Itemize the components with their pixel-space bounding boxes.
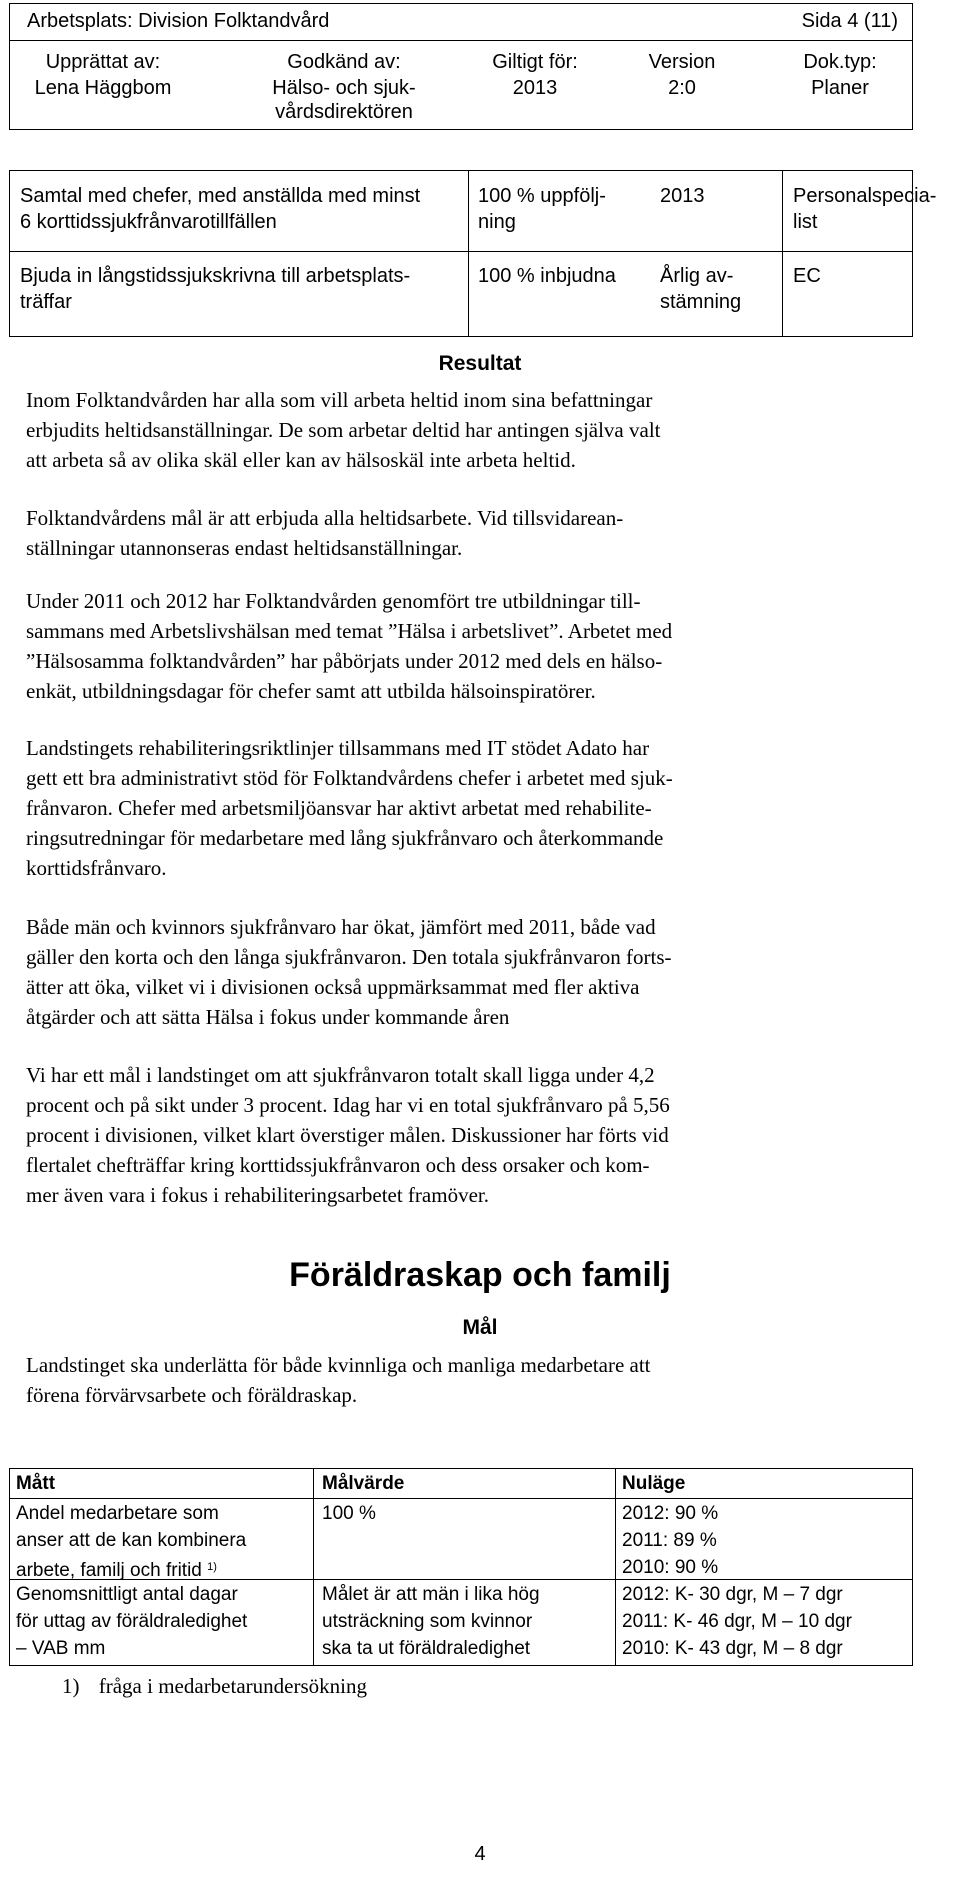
action-row-2-activity: Bjuda in långstidssjukskrivna till arbetsplats- träffar (20, 265, 411, 313)
action-row-2-measure: 100 % inbjudna (478, 265, 616, 287)
footnote-marker: 1) (62, 1674, 80, 1698)
header-col-approved: Godkänd av: Hälso- och sjuk- vårdsdirektören (272, 51, 416, 123)
result-heading: Resultat (438, 352, 522, 375)
paragraph-6: Vi har ett mål i landstinget om att sjukfrånvaron totalt skall ligga under 4,2 procent och på sikt under 3 procent. Idag har vi en total sjukfrånvaro på 5,56 procent i divisionen, vilket klart överstiger målen. Diskussioner har förts vid flertalet chefträffar kring korttidssjukfrånvaron och dess orsaker och kom- mer även vara i fokus i rehabiliteringsarbetet framöver. (26, 1063, 670, 1207)
measure-table-header-matt: Mått (16, 1473, 56, 1494)
footnote-ref: 1) (207, 1561, 217, 1573)
paragraph-5: Både män och kvinnors sjukfrånvaro har ökat, jämfört med 2011, både vad gäller den korta och den långa sjukfrånvaron. Den totala sjukfrånvaron forts- ätter att öka, vilket vi i divisionen också uppmärksammat med fler aktiva åtgärder och att sätta Hälsa i fokus under kommande åren (26, 915, 672, 1029)
workplace-label: Arbetsplats: Division Folktandvård (27, 10, 330, 32)
goal-heading: Mål (462, 1316, 498, 1339)
paragraph-1: Inom Folktandvården har alla som vill arbeta heltid inom sina befattningar erbjudits heltidsanställningar. De som arbetar deltid har antingen själva valt att arbeta så av olika skäl eller kan av hälsoskäl inte arbeta heltid. (26, 388, 661, 472)
action-row-1-measure: 100 % uppfölj- ning (478, 185, 606, 233)
measure-row-1-matt: Andel medarbetare som anser att de kan kombinera arbete, familj och fritid $^{1)}$ (16, 1503, 247, 1581)
action-row-1-activity: Samtal med chefer, med anställda med minst 6 korttidssjukfrånvarotillfällen (20, 185, 421, 233)
page-indicator: Sida 4 (11) (801, 10, 898, 32)
measure-row-2-malvarde: Målet är att män i lika hög utsträckning som kvinnor ska ta ut föräldraledighet (322, 1584, 540, 1659)
goal-text: Landstinget ska underlätta för både kvinnliga och manliga medarbetare att förena förvärvsarbete och föräldraskap. (26, 1353, 651, 1407)
measure-table-header-nulage: Nuläge (622, 1473, 686, 1494)
measure-row-1-nulage: 2012: 90 % 2011: 89 % 2010: 90 % (622, 1503, 719, 1578)
header-title-row (10, 4, 912, 41)
action-row-2-when: Årlig av- stämning (660, 265, 742, 313)
action-row-2-who: EC (793, 265, 821, 287)
measure-table (9, 1468, 913, 1666)
paragraph-2: Folktandvårdens mål är att erbjuda alla heltidsarbete. Vid tillsvidarean- ställningar utannonseras endast heltidsanställningar. (26, 506, 624, 560)
footnote (62, 1674, 367, 1699)
action-row-1-when: 2013 (660, 185, 705, 207)
measure-row-2-nulage: 2012: K- 30 dgr, M – 7 dgr 2011: K- 46 dgr, M – 10 dgr 2010: K- 43 dgr, M – 8 dgr (622, 1584, 852, 1659)
paragraph-3: Under 2011 och 2012 har Folktandvården genomfört tre utbildningar till- sammans med Arbetslivshälsan med temat ”Hälsa i arbetslivet”. Arbetet med ”Hälsosamma folktandvården” har påbörjats under 2012 med dels en hälso- enkät, utbildningsdagar för chefer samt att utbilda hälsoinspiratörer. (26, 589, 673, 703)
measure-row-1-malvarde: 100 % (322, 1503, 376, 1524)
document-header (9, 3, 913, 130)
actions-table (9, 170, 937, 337)
action-row-1-who: Personalspecia- list (793, 185, 937, 233)
footnote-text: fråga i medarbetarundersökning (98, 1674, 367, 1698)
header-col-version: Version 2:0 (648, 51, 716, 99)
section-heading: Föräldraskap och familj (289, 1256, 671, 1294)
measure-row-2-matt: Genomsnittligt antal dagar för uttag av föräldraledighet – VAB mm (16, 1584, 248, 1659)
header-col-author: Upprättat av: Lena Häggbom (34, 51, 172, 99)
paragraph-4: Landstingets rehabiliteringsriktlinjer tillsammans med IT stödet Adato har gett ett bra administrativt stöd för Folktandvårdens chefer i arbetet med sjuk- frånvaron. Chefer med arbetsmiljöansvar har aktivt arbetat med rehabilite- ringsutredningar för medarbetare med lång sjukfrånvaro och återkommande korttidsfrånvaro. (26, 736, 673, 880)
header-col-valid: Giltigt för: 2013 (492, 51, 578, 99)
page-number: 4 (474, 1843, 486, 1865)
header-col-doctype: Dok.typ: Planer (803, 51, 877, 99)
measure-table-header-malvarde: Målvärde (322, 1473, 405, 1494)
